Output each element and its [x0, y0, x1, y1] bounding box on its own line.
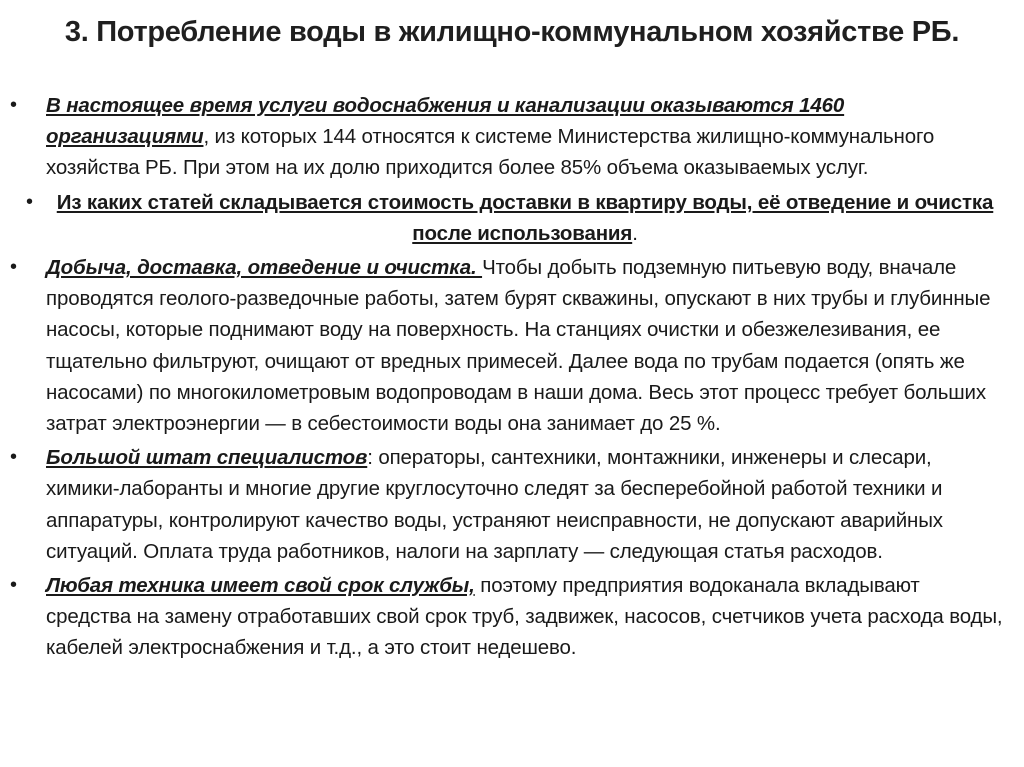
list-item	[0, 252, 1024, 439]
item-text: поэтому предприятия водоканала вкладывают средства на замену отработавших свой срок труб, задвижек, насосов, счетчиков учета расхода воды, кабелей электроснабжения и т.д., а это стоит недешево.	[46, 574, 1003, 660]
item-lead: Добыча, доставка, отведение и очистка.	[46, 256, 483, 280]
item-lead: Из каких статей складывается стоимость доставки в квартиру воды, её отведение и очистка после использования	[56, 190, 994, 245]
list-item	[0, 442, 1024, 567]
list-item	[0, 90, 1024, 184]
list-item	[0, 570, 1024, 664]
bullet-dot: •	[10, 574, 17, 597]
bullet-dot: •	[26, 190, 33, 213]
list-item	[0, 187, 1024, 249]
item-text: Чтобы добыть подземную питьевую воду, вначале проводятся геолого-разведочные работы, затем бурят скважины, опускают в них трубы и глубинные насосы, которые поднимают воду на поверхность. На станциях очистки и обезжелезивания, ее тщательно фильтруют, очищают от вредных примесей. Далее вода по трубам подается (опять же насосами) по многокилометровым водопроводам в наши дома. Весь этот процесс требует больших затрат электроэнергии — в себестоимости воды она занимает до 25 %.	[46, 256, 991, 436]
item-lead: В настоящее время услуги водоснабжения и канализации оказываются 1460 организациями	[46, 94, 845, 149]
bullet-dot: •	[10, 94, 17, 116]
bullet-dot: •	[10, 446, 17, 469]
item-lead: Большой штат специалистов	[46, 446, 368, 470]
item-text: .	[632, 221, 638, 245]
bullet-list	[0, 90, 1024, 664]
slide-title: 3. Потребление воды в жилищно-коммунальном хозяйстве РБ.	[64, 16, 960, 48]
item-lead: Любая техника имеет свой срок службы,	[46, 574, 475, 598]
item-text: : операторы, сантехники, монтажники, инженеры и слесари, химики-лаборанты и многие другие круглосуточно следят за бесперебойной работой техники и аппаратуры, контролируют качество воды, устраняют неисправности, не допускают аварийных ситуаций. Оплата труда работников, налоги на зарплату — следующая статья расходов.	[46, 446, 943, 563]
bullet-dot: •	[10, 256, 17, 279]
item-text: , из которых 144 относятся к системе Министерства жилищно-коммунального хозяйства РБ. При этом на их долю приходится более 85% объема оказываемых услуг.	[46, 125, 935, 180]
